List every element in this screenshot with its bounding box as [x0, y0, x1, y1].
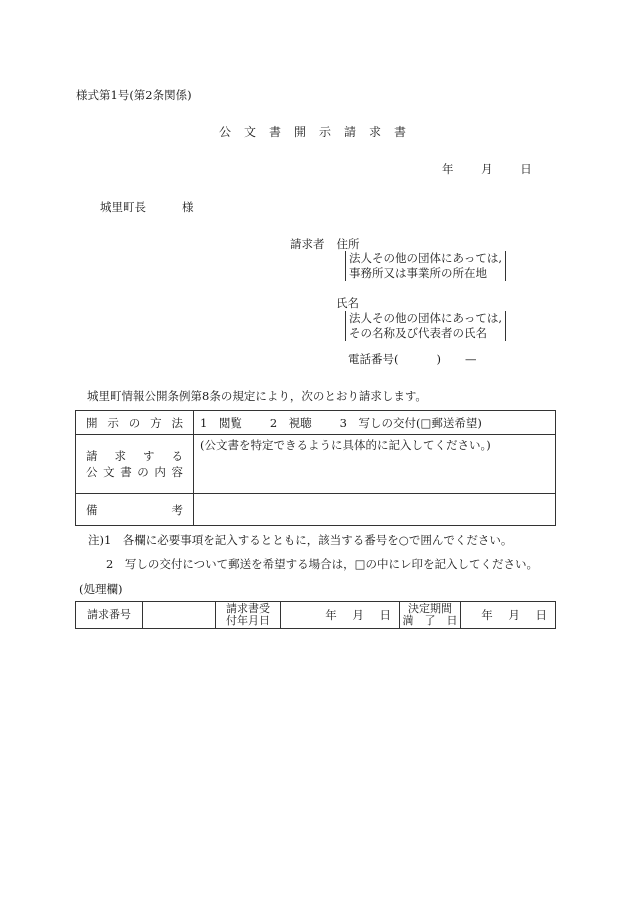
- received-date-field[interactable]: [281, 602, 400, 629]
- received-date-line-1: 請求書受: [226, 602, 270, 615]
- deadline-ymd: 年 月 日: [481, 608, 547, 622]
- page-title: 公文書開示請求書: [218, 125, 419, 139]
- deadline-line-1: 決定期間: [408, 602, 452, 615]
- method-options[interactable]: [194, 411, 556, 435]
- name-note-line-2: その名称及び代表者の氏名: [349, 326, 487, 340]
- addressee-name: 城里町長: [100, 200, 146, 214]
- method-row: [76, 411, 556, 435]
- method-label-cell: [76, 411, 194, 435]
- remarks-field[interactable]: [194, 494, 556, 526]
- request-number-label: [76, 602, 143, 629]
- method-label: 開 示 の 方 法: [86, 415, 183, 430]
- received-date-ymd: 年 月 日: [325, 608, 391, 622]
- content-label-line-1: 請 求 す る: [86, 449, 183, 463]
- address-label: 住所: [336, 237, 360, 251]
- footnote-1: 注)1 各欄に必要事項を記入するとともに，該当する番号を○で囲んでください。: [88, 533, 513, 547]
- processing-table: [75, 601, 556, 629]
- deadline-line-2: 満 了 日: [402, 614, 458, 627]
- phone-label: 電話番号(: [348, 352, 399, 366]
- addressee: [100, 199, 194, 215]
- remarks-label: 備 考: [86, 502, 183, 517]
- processing-row: [76, 602, 556, 629]
- received-date-line-2: 付年月日: [226, 614, 270, 627]
- content-label-cell: [76, 435, 194, 494]
- address-note-line-1: 法人その他の団体にあっては,: [349, 251, 503, 265]
- request-number-field[interactable]: [143, 602, 216, 629]
- remarks-row: [76, 494, 556, 526]
- request-number-text: 請求番号: [87, 608, 131, 621]
- address-note: [345, 251, 506, 281]
- requester-label: 請求者: [290, 237, 325, 251]
- request-table: [75, 410, 556, 526]
- requester-address-label: [290, 236, 360, 252]
- request-statement: 城里町情報公開条例第8条の規定により，次のとおり請求します。: [87, 389, 427, 403]
- deadline-label: [400, 602, 461, 629]
- name-note-line-1: 法人その他の団体にあっては,: [349, 311, 503, 325]
- date-line[interactable]: 年 月 日: [442, 162, 532, 176]
- form-number-label: 様式第1号(第2条関係): [76, 88, 192, 102]
- addressee-honorific: 様: [182, 200, 194, 214]
- received-date-label: [216, 602, 281, 629]
- deadline-field[interactable]: [461, 602, 556, 629]
- content-field[interactable]: [194, 435, 556, 494]
- address-note-line-2: 事務所又は事業所の所在地: [349, 266, 487, 280]
- method-option-audio[interactable]: 2 視聴: [269, 415, 312, 430]
- footnote-2: 2 写しの交付について郵送を希望する場合は，□の中にレ印を記入してください。: [106, 557, 538, 571]
- processing-label: (処理欄): [79, 582, 123, 596]
- method-option-copy[interactable]: 3 写しの交付(□郵送希望): [339, 415, 482, 430]
- content-row: [76, 435, 556, 494]
- phone-close-paren: ): [436, 352, 441, 366]
- content-hint: (公文書を特定できるように具体的に記入してください。): [200, 438, 491, 452]
- content-label-line-2: 公 文 書 の 内 容: [86, 465, 183, 479]
- phone-line[interactable]: [348, 351, 477, 367]
- phone-dash: —: [465, 352, 477, 366]
- method-option-view[interactable]: 1 閲覧: [200, 415, 242, 430]
- name-note: [345, 311, 506, 341]
- remarks-label-cell: [76, 494, 194, 526]
- name-label: 氏名: [336, 296, 359, 310]
